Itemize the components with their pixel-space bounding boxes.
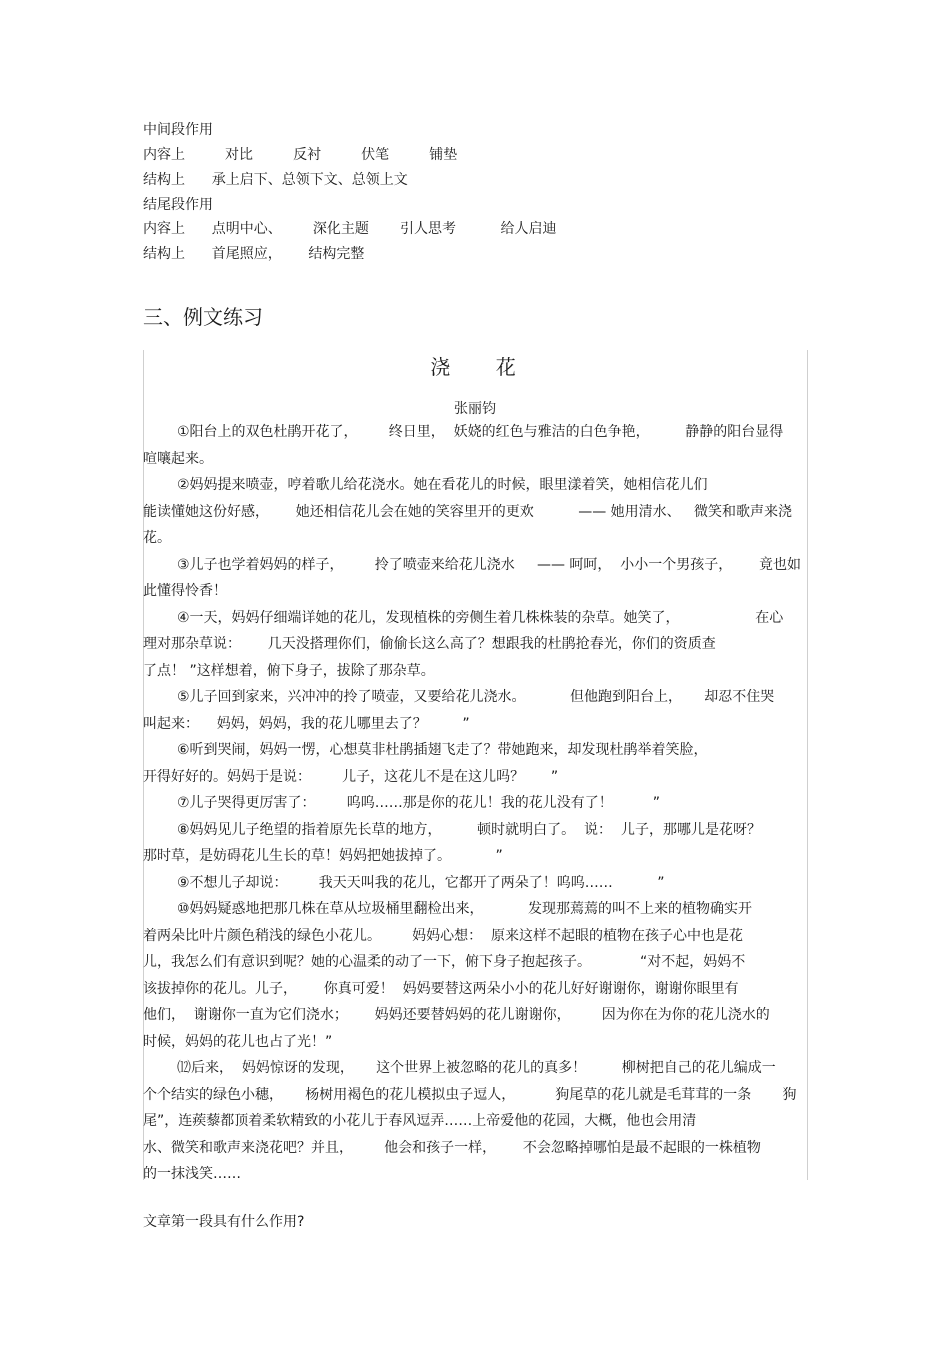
- article-line: ①阳台上的双色杜鹃开花了， 终日里， 妖娆的红色与雅洁的白色争艳， 静静的阳台显得: [177, 424, 784, 440]
- middle-paragraph-label: 中间段作用: [143, 122, 213, 138]
- article-line: 理对那杂草说： 几天没搭理你们，偷偷长这么高了？想跟我的杜鹃抢春光，你们的资质查: [143, 636, 716, 652]
- article-line: 他们， 谢谢你一直为它们浇水； 妈妈还要替妈妈的花儿谢谢你， 因为你在为你的花儿浇水的: [143, 1007, 770, 1023]
- article-line: ⑧妈妈见儿子绝望的指着原先长草的地方， 顿时就明白了。 说： 儿子，那哪儿是花呀？: [177, 821, 761, 838]
- article-line: 该拔掉你的花儿。儿子， 你真可爱！ 妈妈要替这两朵小小的花儿好好谢谢你，谢谢你眼里有: [143, 980, 739, 997]
- article-line: ⑦儿子哭得更厉害了： 呜呜……那是你的花儿！我的花儿没有了！ ”: [177, 795, 661, 811]
- article-line: ②妈妈提来喷壶，哼着歌儿给花浇水。她在看花儿的时候，眼里漾着笑，她相信花儿们: [177, 477, 708, 493]
- middle-structure-line: 结构上 承上启下、总领下文、总领上文: [143, 172, 408, 188]
- article-line: ⑤儿子回到家来，兴冲冲的拎了喷壶，又要给花儿浇水。 但他跑到阳台上， 却忍不住哭: [177, 689, 775, 705]
- article-line: ⑩妈妈疑惑地把那几株在草从垃圾桶里翻检出来， 发现那蔫蔫的叫不上来的植物确实开: [177, 901, 753, 917]
- article-line: ⑨不想儿子却说： 我天天叫我的花儿，它都开了两朵了！呜呜…… ”: [177, 874, 665, 891]
- end-content-line: 内容上 点明中心、 深化主题 引人思考 给人启迪: [143, 221, 557, 237]
- article-line: 时候，妈妈的花儿也占了光！”: [143, 1033, 333, 1050]
- article-line: 个个结实的绿色小穗， 杨树用褐色的花儿模拟虫子逗人， 狗尾草的花儿就是毛茸茸的一条 狗: [143, 1086, 797, 1103]
- article-line: 儿，我怎么们有意识到呢？她的心温柔的动了一下，俯下身子抱起孩子。 “对不起，妈妈不: [143, 954, 746, 970]
- article-line: 叫起来： 妈妈，妈妈，我的花儿哪里去了？ ”: [143, 715, 470, 732]
- article-line: ⑥听到哭闹，妈妈一愣，心想莫非杜鹃插翅飞走了？带她跑来，却发现杜鹃举着笑脸，: [177, 742, 708, 758]
- article-line: ③儿子也学着妈妈的样子， 拎了喷壶来给花儿浇水 —— 呵呵， 小小一个男孩子， 竟也如: [177, 556, 802, 573]
- article-line: 着两朵比叶片颜色稍浅的绿色小花儿。 妈妈心想： 原来这样不起眼的植物在孩子心中也是花: [143, 927, 744, 944]
- section-heading: 三、例文练习: [143, 305, 263, 329]
- middle-content-line: 内容上 对比 反衬 伏笔 铺垫: [143, 147, 458, 163]
- article-body: [143, 419, 806, 1188]
- article-line: 喧嚷起来。: [143, 450, 213, 467]
- article-line: 开得好好的。妈妈于是说： 儿子，这花儿不是在这儿吗？ ”: [143, 768, 559, 785]
- end-paragraph-label: 结尾段作用: [143, 197, 213, 213]
- article-line: 此懂得怜香！: [143, 583, 227, 599]
- article-title: 浇 花: [430, 355, 520, 379]
- article-line: ④一天，妈妈仔细端详她的花儿，发现植株的旁侧生着几株株装的杂草。她笑了， 在心: [177, 609, 784, 626]
- article-author: 张丽钧: [454, 401, 496, 417]
- article-line: 那时草，是妨碍花儿生长的草！妈妈把她拔掉了。 ”: [143, 848, 503, 864]
- article-line: 尾”，连蒺藜都顶着柔软精致的小花儿于春风逗弄……上帝爱他的花园，大概，他也会用清: [143, 1113, 697, 1129]
- article-line: ⑿后来， 妈妈惊讶的发现， 这个世界上被忽略的花儿的真多！ 柳树把自己的花儿编成一: [177, 1060, 776, 1076]
- article-line: 花。: [143, 530, 171, 546]
- article-line: 了点！ ”这样想着，俯下身子，拔除了那杂草。: [143, 662, 435, 679]
- question-text: 文章第一段具有什么作用?: [143, 1214, 305, 1230]
- article-line: 的一抹浅笑……: [143, 1166, 241, 1182]
- end-structure-line: 结构上 首尾照应， 结构完整: [143, 246, 365, 262]
- article-line: 水、微笑和歌声来浇花吧？并且， 他会和孩子一样， 不会忽略掉哪怕是最不起眼的一株植物: [143, 1139, 761, 1156]
- article-line: 能读懂她这份好感， 她还相信花儿会在她的笑容里开的更欢 —— 她用清水、 微笑和歌声来浇: [143, 503, 793, 520]
